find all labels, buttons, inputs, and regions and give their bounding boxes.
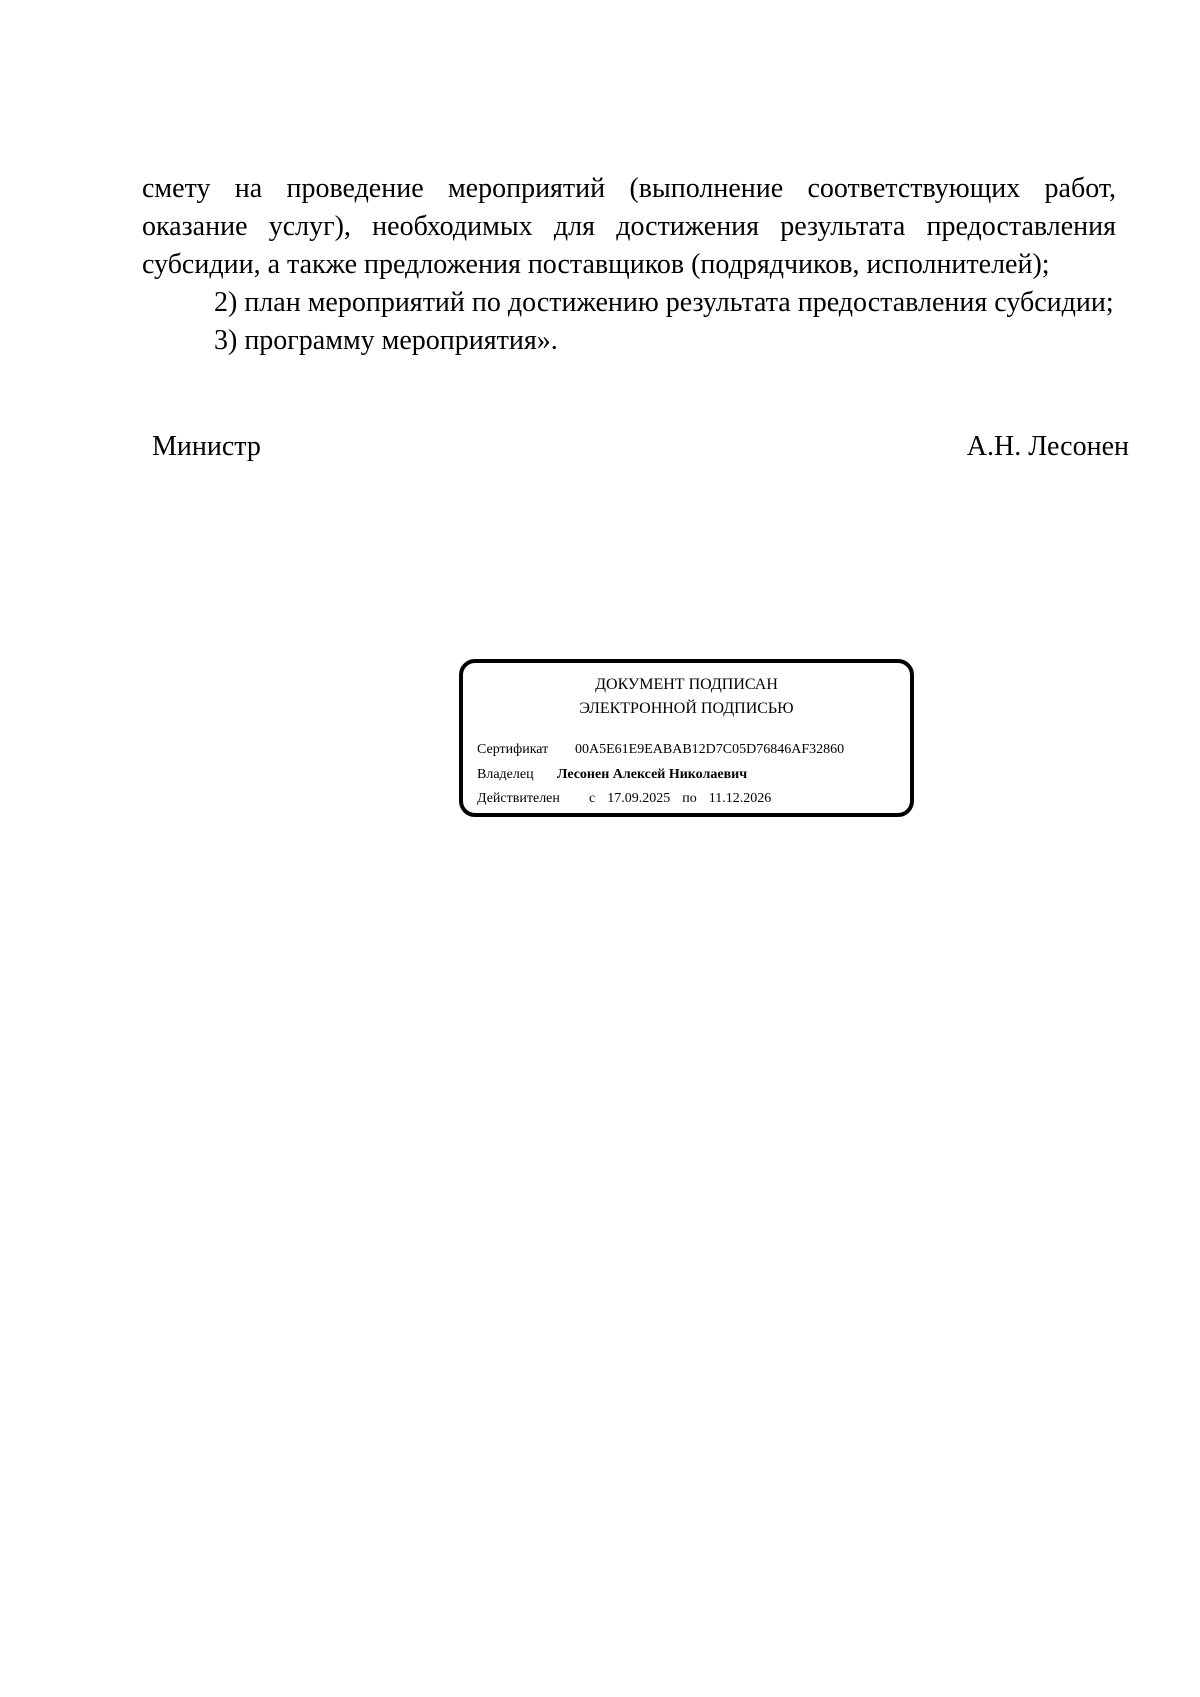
electronic-signature-stamp	[459, 659, 914, 817]
signatory-position: Министр	[152, 431, 261, 462]
body-paragraph-2: 2) план мероприятий по достижению результата предоставления субсидии;	[214, 287, 1114, 318]
stamp-validity-row	[477, 790, 771, 808]
valid-from-date: 17.09.2025	[607, 791, 671, 806]
signature-block	[152, 428, 1129, 468]
stamp-title-line-1: ДОКУМЕНТ ПОДПИСАН	[595, 676, 778, 693]
certificate-label: Сертификат	[477, 742, 549, 757]
validity-label: Действителен	[477, 791, 560, 806]
signatory-name: А.Н. Лесонен	[966, 431, 1129, 462]
valid-from-prefix: с	[589, 791, 596, 806]
body-paragraph-1: смету на проведение мероприятий (выполнение соответствующих работ, оказание услуг), необходимых для достижения результата предоставления субсидии, а также предложения поставщиков (подрядчиков, исполнителей);	[142, 173, 1116, 280]
stamp-title	[463, 673, 910, 721]
certificate-value: 00A5E61E9EABAB12D7C05D76846AF32860	[575, 742, 845, 757]
body-paragraph-3: 3) программу мероприятия».	[214, 325, 558, 356]
owner-value: Лесонен Алексей Николаевич	[557, 767, 748, 782]
document-body	[142, 170, 1116, 360]
valid-to-prefix: по	[682, 791, 697, 806]
owner-label: Владелец	[477, 767, 534, 782]
stamp-title-line-2: ЭЛЕКТРОННОЙ ПОДПИСЬЮ	[579, 700, 794, 717]
stamp-certificate-row	[477, 741, 844, 759]
valid-to-date: 11.12.2026	[708, 791, 772, 806]
stamp-owner-row	[477, 766, 747, 784]
